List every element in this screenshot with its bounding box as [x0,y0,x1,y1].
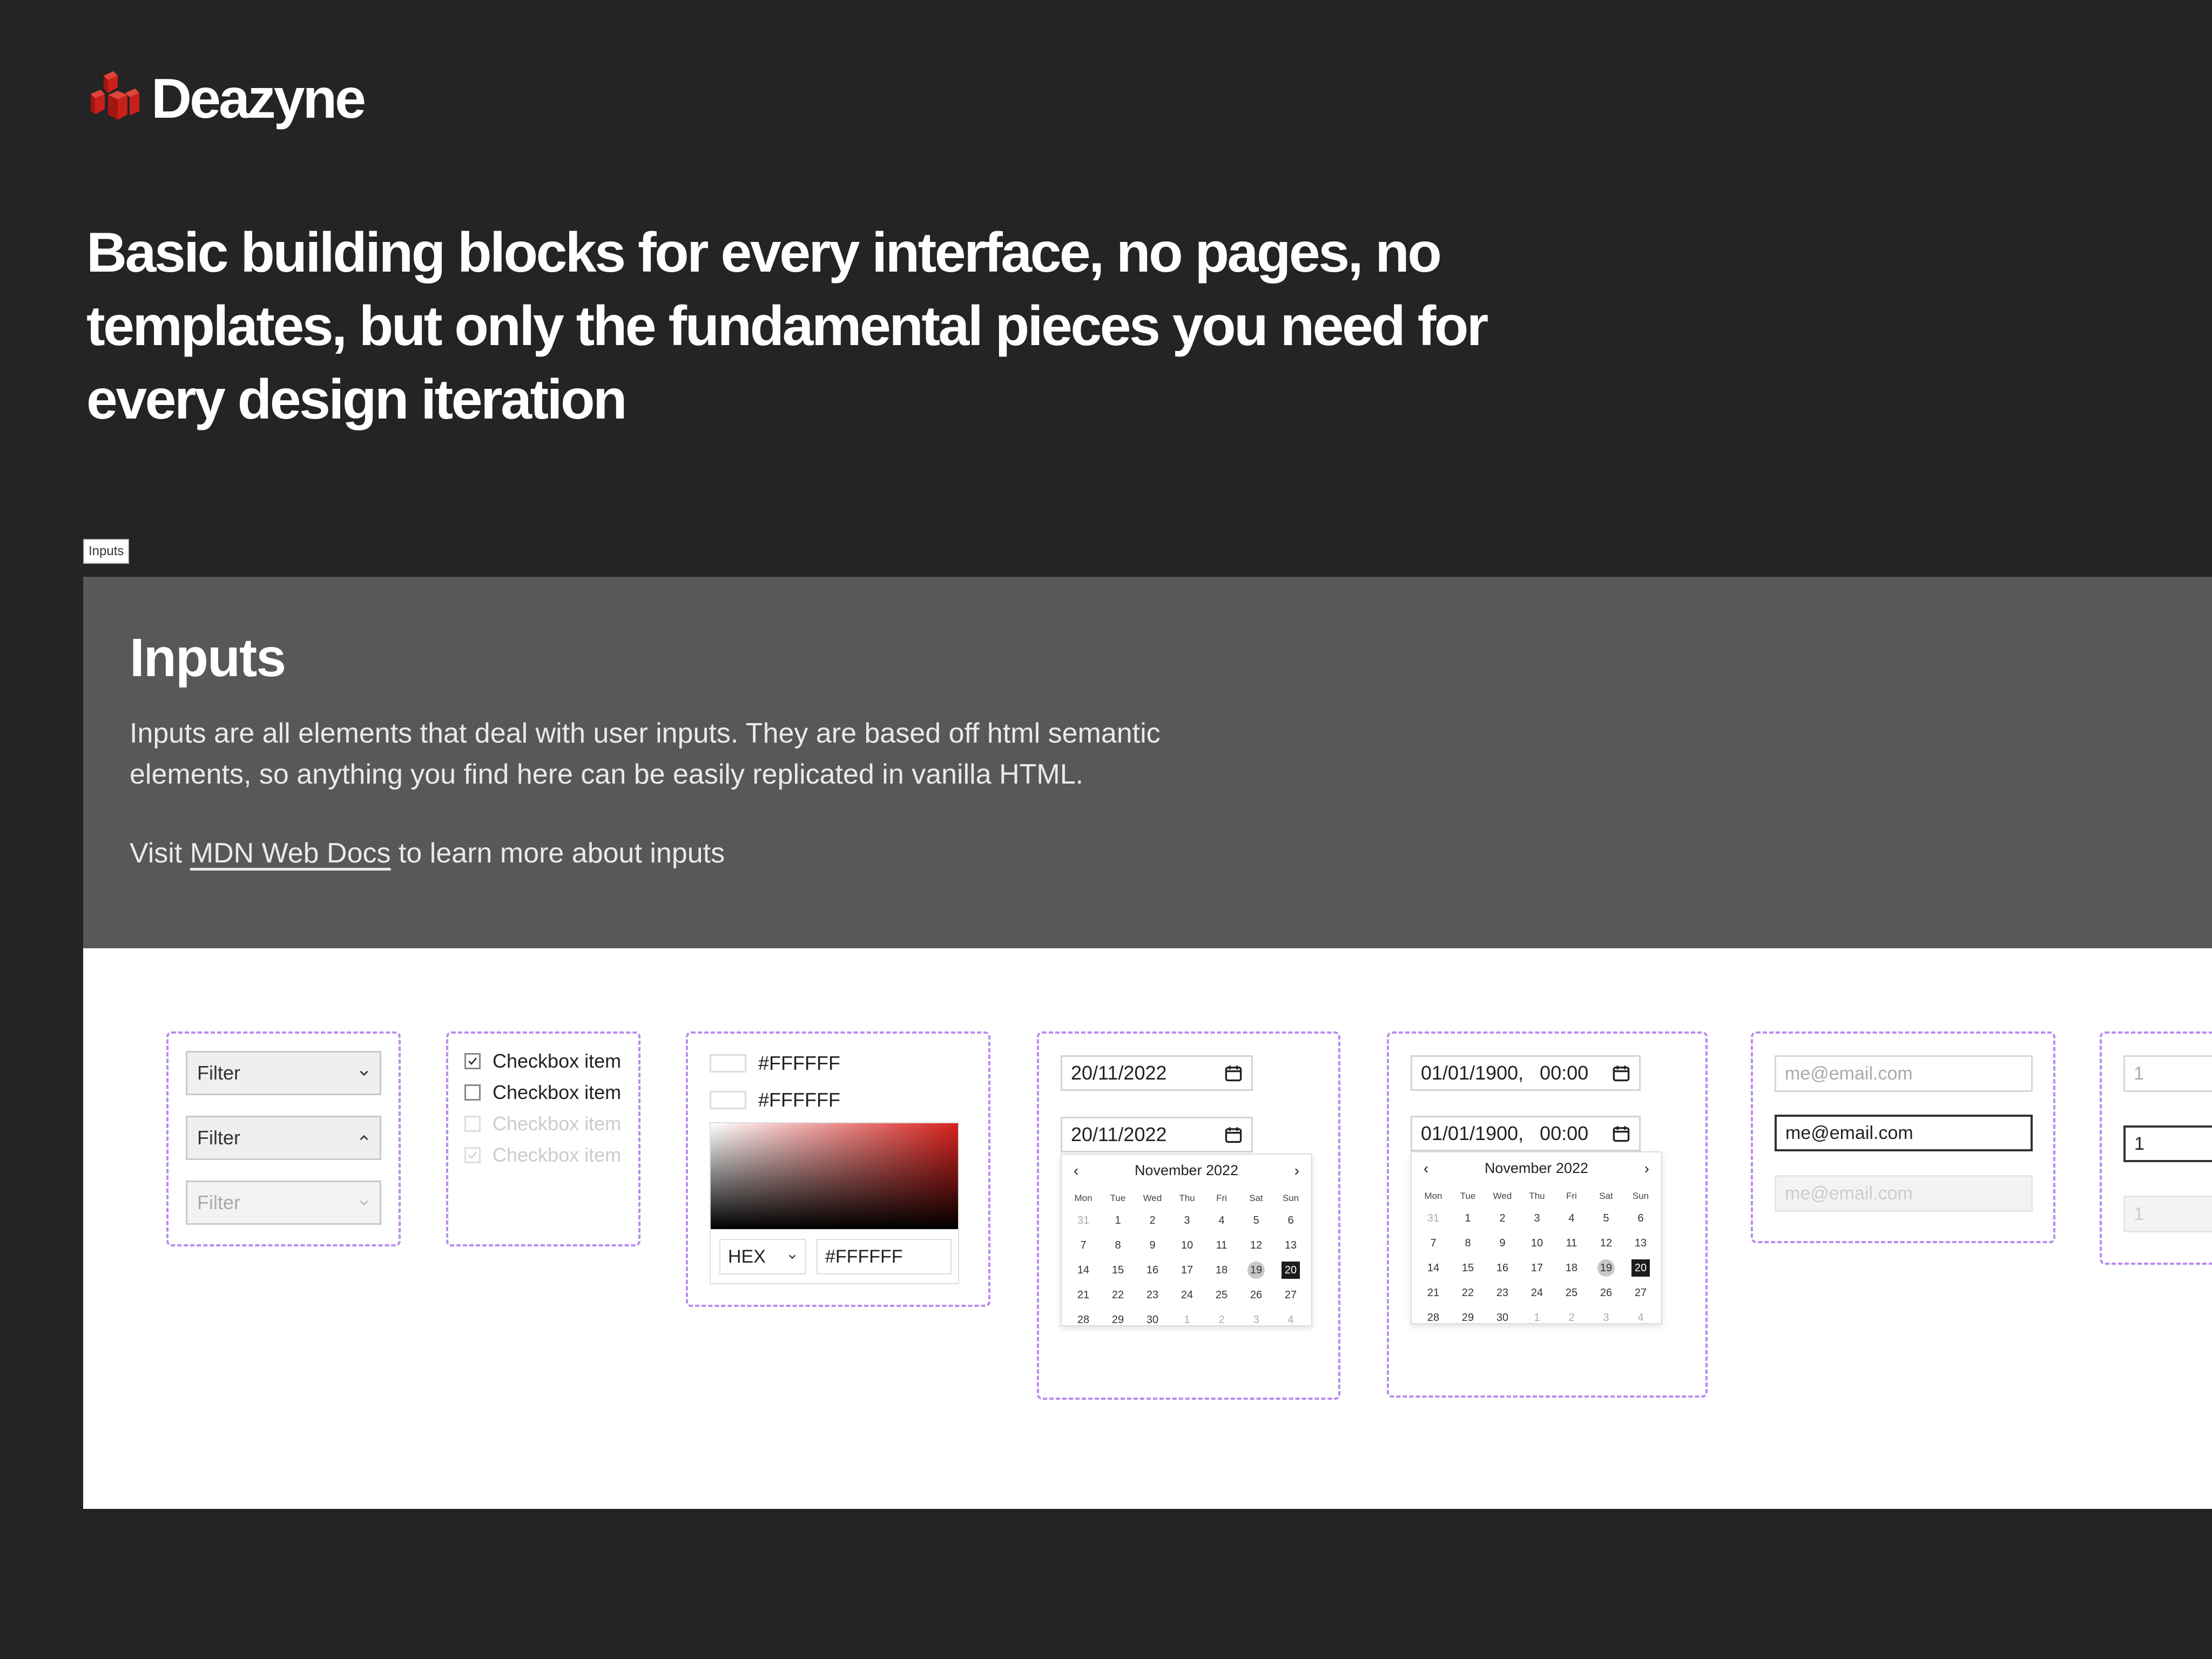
datetime-value: 01/01/1900, 00:00 [1421,1122,1589,1144]
headline: Basic building blocks for every interface, no pages, no templates, but only the fundamental pieces you need for every design iteration [86,221,1487,431]
calendar-popover [1411,1151,1662,1324]
checkbox-label: Checkbox item [493,1050,622,1072]
email-field-focused[interactable]: me@email.com [1775,1115,2033,1151]
calendar-icon [1224,1125,1243,1144]
calendar-day[interactable]: 11 [1566,1237,1577,1249]
color-swatch[interactable] [710,1091,746,1109]
color-input[interactable] [710,1052,840,1075]
calendar-day[interactable]: 13 [1284,1239,1297,1251]
filter-select-open[interactable] [186,1116,381,1160]
calendar-day[interactable]: 20 [1282,1262,1300,1279]
calendar-day[interactable]: 21 [1427,1287,1440,1299]
calendar-day[interactable]: 25 [1565,1287,1578,1299]
calendar-day[interactable]: 22 [1461,1287,1474,1299]
date-value: 20/11/2022 [1071,1062,1167,1084]
checkbox-item-checked-disabled [464,1144,621,1166]
brand-logo-icon [86,71,140,125]
weekday-label: Thu [1529,1191,1545,1201]
calendar-day[interactable]: 2 [1499,1212,1506,1224]
number-input-focused[interactable]: 1 [2123,1125,2212,1162]
calendar-icon [1224,1064,1243,1082]
filter-select-label: Filter [197,1062,240,1084]
calendar-day[interactable]: 31 [1077,1215,1090,1226]
calendar-day[interactable]: 1 [1115,1215,1121,1226]
filter-select-label: Filter [197,1191,240,1213]
checkbox-label: Checkbox item [493,1144,622,1166]
calendar-day[interactable]: 16 [1146,1264,1159,1276]
docs-line [130,833,725,874]
calendar-day[interactable]: 2 [1568,1312,1575,1324]
filter-select[interactable] [186,1051,381,1095]
weekday-label: Tue [1110,1193,1126,1203]
visit-suffix: to learn more about inputs [398,838,725,869]
frame-tag: Inputs [83,539,129,564]
components-canvas [83,948,2212,1509]
checkbox[interactable] [464,1084,481,1101]
checkbox[interactable] [464,1053,481,1069]
calendar-grid [1416,1190,1658,1326]
calendar-month: November 2022 [1484,1160,1589,1176]
visit-prefix: Visit [130,838,183,869]
calendar-day[interactable]: 2 [1149,1215,1156,1226]
calendar-day[interactable]: 24 [1181,1289,1193,1301]
calendar-day[interactable]: 29 [1111,1314,1124,1326]
calendar-day[interactable]: 14 [1077,1264,1090,1276]
weekday-label: Mon [1424,1191,1442,1201]
calendar-day[interactable]: 4 [1637,1312,1644,1324]
color-format-select[interactable] [719,1239,806,1274]
calendar-day[interactable]: 15 [1461,1262,1474,1274]
datetime-picker-card [1387,1031,1708,1398]
calendar-day[interactable]: 5 [1603,1212,1609,1224]
saturation-gradient[interactable] [711,1123,958,1229]
calendar-day[interactable]: 21 [1077,1289,1090,1301]
calendar-day[interactable]: 1 [1534,1312,1540,1324]
calendar-icon [1612,1124,1630,1143]
calendar-icon [1612,1064,1630,1082]
calendar-day[interactable]: 2 [1218,1314,1225,1326]
calendar-day[interactable]: 18 [1215,1264,1228,1276]
calendar-day[interactable]: 7 [1080,1239,1087,1251]
checkbox-item-checked[interactable] [464,1050,621,1073]
chevron-down-icon [358,1197,370,1209]
weekday-label: Fri [1566,1191,1577,1201]
calendar-day[interactable]: 18 [1565,1262,1578,1274]
calendar-day[interactable]: 20 [1631,1259,1650,1277]
next-month-icon[interactable]: › [1294,1162,1299,1179]
calendar-day[interactable]: 23 [1496,1287,1509,1299]
calendar-day[interactable]: 19 [1247,1262,1265,1279]
calendar-day[interactable]: 10 [1181,1239,1193,1251]
calendar-grid [1066,1192,1308,1328]
email-field-placeholder[interactable]: me@email.com [1775,1055,2033,1092]
number-input[interactable]: 1 [2123,1055,2212,1092]
color-picker-popover [710,1122,959,1284]
chevron-down-icon [358,1067,370,1079]
weekday-label: Thu [1179,1193,1195,1203]
datetime-value: 01/01/1900, 00:00 [1421,1062,1589,1084]
weekday-label: Tue [1460,1191,1476,1201]
calendar-day[interactable]: 3 [1253,1314,1259,1326]
weekday-label: Sun [1282,1193,1299,1203]
calendar-day[interactable]: 30 [1146,1314,1159,1326]
calendar-day[interactable]: 25 [1215,1289,1228,1301]
calendar-day[interactable]: 7 [1430,1237,1437,1249]
calendar-day[interactable]: 1 [1465,1212,1471,1224]
email-field-disabled: me@email.com [1775,1175,2033,1212]
chevron-down-icon [787,1252,797,1262]
select-card [166,1031,401,1246]
weekday-label: Sun [1632,1191,1649,1201]
color-format-label: HEX [728,1246,766,1267]
calendar-day[interactable]: 4 [1568,1212,1575,1224]
calendar-day[interactable]: 9 [1149,1239,1156,1251]
calendar-day[interactable]: 4 [1218,1215,1225,1226]
date-value: 20/11/2022 [1071,1123,1167,1145]
calendar-popover [1061,1154,1312,1326]
calendar-day[interactable]: 31 [1427,1212,1440,1224]
calendar-day[interactable]: 30 [1496,1312,1509,1324]
calendar-day[interactable]: 4 [1287,1314,1294,1326]
next-month-icon[interactable]: › [1644,1160,1649,1177]
calendar-day[interactable]: 5 [1253,1215,1259,1226]
hex-value-input[interactable]: #FFFFFF [817,1239,952,1274]
calendar-day[interactable]: 15 [1111,1264,1124,1276]
checkbox [464,1147,481,1163]
calendar-day[interactable]: 28 [1427,1312,1440,1324]
calendar-day[interactable]: 26 [1600,1287,1613,1299]
weekday-label: Sat [1599,1191,1613,1201]
weekday-label: Fri [1216,1193,1227,1203]
color-value: #FFFFFF [758,1052,840,1074]
calendar-day[interactable]: 28 [1077,1314,1090,1326]
date-picker-card [1037,1031,1340,1400]
calendar-day[interactable]: 27 [1284,1289,1297,1301]
calendar-day[interactable]: 17 [1181,1264,1193,1276]
brand-name: Deazyne [151,68,364,130]
section-title: Inputs [130,628,285,688]
calendar-day[interactable]: 12 [1600,1237,1613,1249]
checkbox-label: Checkbox item [493,1112,622,1135]
calendar-day[interactable]: 14 [1427,1262,1440,1274]
filter-select-disabled [186,1181,381,1225]
checkbox-item-disabled [464,1112,621,1135]
color-value: #FFFFFF [758,1089,840,1111]
calendar-day[interactable]: 10 [1530,1237,1543,1249]
calendar-day[interactable]: 19 [1597,1259,1615,1277]
calendar-day[interactable]: 26 [1250,1289,1263,1301]
weekday-label: Wed [1493,1191,1512,1201]
prev-month-icon[interactable]: ‹ [1424,1160,1429,1177]
checkbox-card [446,1031,640,1246]
number-input-disabled: 1 [2123,1196,2212,1232]
date-input-open[interactable] [1061,1117,1253,1152]
datetime-input[interactable] [1411,1055,1641,1091]
calendar-day[interactable]: 22 [1111,1289,1124,1301]
calendar-day[interactable]: 12 [1250,1239,1263,1251]
color-input-open[interactable] [710,1089,840,1111]
number-input-card [2100,1031,2212,1265]
calendar-day[interactable]: 29 [1461,1312,1474,1324]
calendar-day[interactable]: 6 [1637,1212,1644,1224]
calendar-day[interactable]: 8 [1465,1237,1471,1249]
calendar-day[interactable]: 17 [1530,1262,1543,1274]
calendar-day[interactable]: 8 [1115,1239,1121,1251]
intro-panel [83,577,2212,948]
weekday-label: Sat [1249,1193,1263,1203]
email-input-card [1751,1031,2055,1243]
datetime-input-open[interactable] [1411,1116,1641,1151]
chevron-up-icon [358,1132,370,1144]
color-picker-card [686,1031,990,1307]
date-input[interactable] [1061,1055,1253,1091]
calendar-day[interactable]: 3 [1184,1215,1190,1226]
calendar-month: November 2022 [1134,1162,1239,1178]
calendar-day[interactable]: 3 [1534,1212,1540,1224]
mdn-docs-link[interactable]: MDN Web Docs [190,838,391,869]
section-description: Inputs are all elements that deal with user inputs. They are based off html semantic elements, so anything you find here can be easily replicated in vanilla HTML. [130,718,1161,790]
calendar-day[interactable]: 6 [1287,1215,1294,1226]
calendar-day[interactable]: 16 [1496,1262,1509,1274]
calendar-day[interactable]: 9 [1499,1237,1506,1249]
filter-select-label: Filter [197,1127,240,1149]
calendar-day[interactable]: 3 [1603,1312,1609,1324]
color-swatch[interactable] [710,1054,746,1073]
weekday-label: Wed [1143,1193,1162,1203]
checkbox-item[interactable] [464,1081,621,1104]
checkbox-label: Checkbox item [493,1081,622,1103]
checkbox [464,1116,481,1132]
calendar-day[interactable]: 13 [1634,1237,1647,1249]
calendar-day[interactable]: 23 [1146,1289,1159,1301]
calendar-day[interactable]: 1 [1184,1314,1190,1326]
calendar-day[interactable]: 27 [1634,1287,1647,1299]
calendar-day[interactable]: 24 [1530,1287,1543,1299]
calendar-day[interactable]: 11 [1216,1239,1228,1251]
weekday-label: Mon [1074,1193,1092,1203]
prev-month-icon[interactable]: ‹ [1074,1162,1079,1179]
